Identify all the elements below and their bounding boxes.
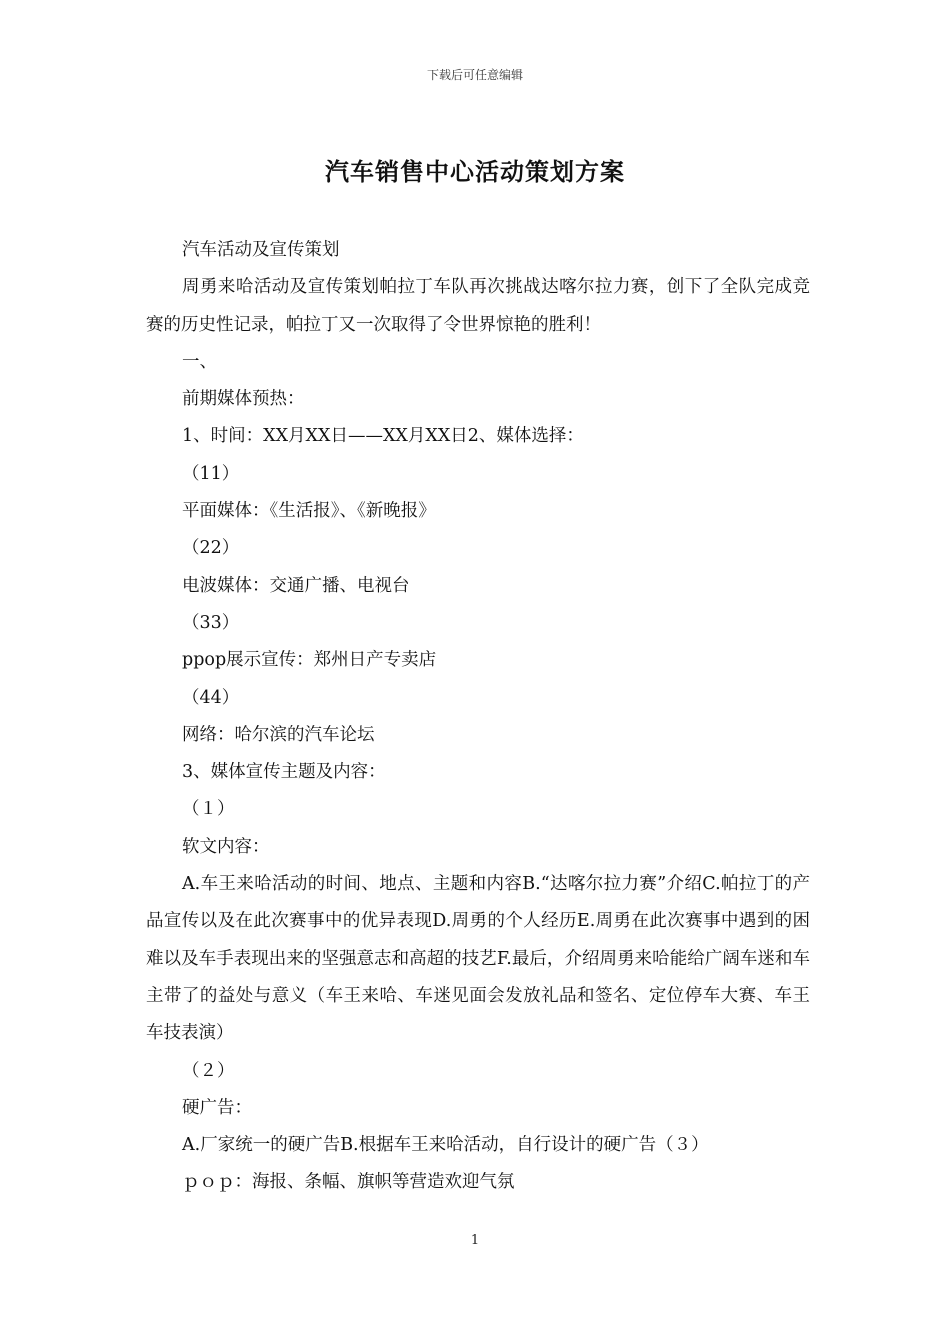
paragraph: 1、时间：XX月XX日——XX月XX日2、媒体选择： <box>182 426 584 447</box>
paragraph: ｐｏｐ：海报、条幅、旗帜等营造欢迎气氛 <box>182 1172 515 1193</box>
paragraph: A.车王来哈活动的时间、地点、主题和内容B.“达喀尔拉力赛”介绍C.帕拉丁的产品宣传以及在此次赛事中的优异表现D.周勇的个人经历E.周勇在此次赛事中遇到的困难以及车手表现出来的坚强意志和高超的技艺F.最后，介绍周勇来哈能给广阔车迷和车主带了的益处与意义（车王来哈、车迷见面会发放礼品和签名、定位停车大赛、车王车技表演） <box>146 874 810 1044</box>
paragraph: （33） <box>182 612 240 633</box>
header-note: 下载后可任意编辑 <box>426 68 523 82</box>
paragraph: ppop展示宣传：郑州日产专卖店 <box>182 650 437 671</box>
paragraph: 3、媒体宣传主题及内容： <box>182 762 386 783</box>
paragraph: （22） <box>182 538 240 559</box>
document-title: 汽车销售中心活动策划方案 <box>325 157 625 186</box>
paragraph: 软文内容： <box>182 836 270 857</box>
paragraph: 汽车活动及宣传策划 <box>182 240 340 260</box>
paragraph: 一、 <box>182 351 217 372</box>
paragraph: （44） <box>182 687 240 708</box>
page-number: 1 <box>470 1233 480 1248</box>
document-body <box>146 232 810 1202</box>
paragraph: 周勇来哈活动及宣传策划帕拉丁车队再次挑战达喀尔拉力赛，创下了全队完成竞赛的历史性记录，帕拉丁又一次取得了令世界惊艳的胜利！ <box>146 277 810 335</box>
paragraph: （１） <box>182 799 235 820</box>
paragraph: 电波媒体：交通广播、电视台 <box>182 575 410 596</box>
paragraph: 平面媒体：《生活报》、《新晚报》 <box>182 501 436 522</box>
paragraph: A.厂家统一的硬广告B.根据车王来哈活动，自行设计的硬广告（３） <box>182 1135 709 1156</box>
paragraph: （２） <box>182 1060 235 1081</box>
paragraph: 前期媒体预热： <box>182 389 305 410</box>
paragraph: （11） <box>182 463 240 484</box>
paragraph: 网络：哈尔滨的汽车论坛 <box>182 724 375 745</box>
paragraph: 硬广告： <box>182 1097 252 1118</box>
